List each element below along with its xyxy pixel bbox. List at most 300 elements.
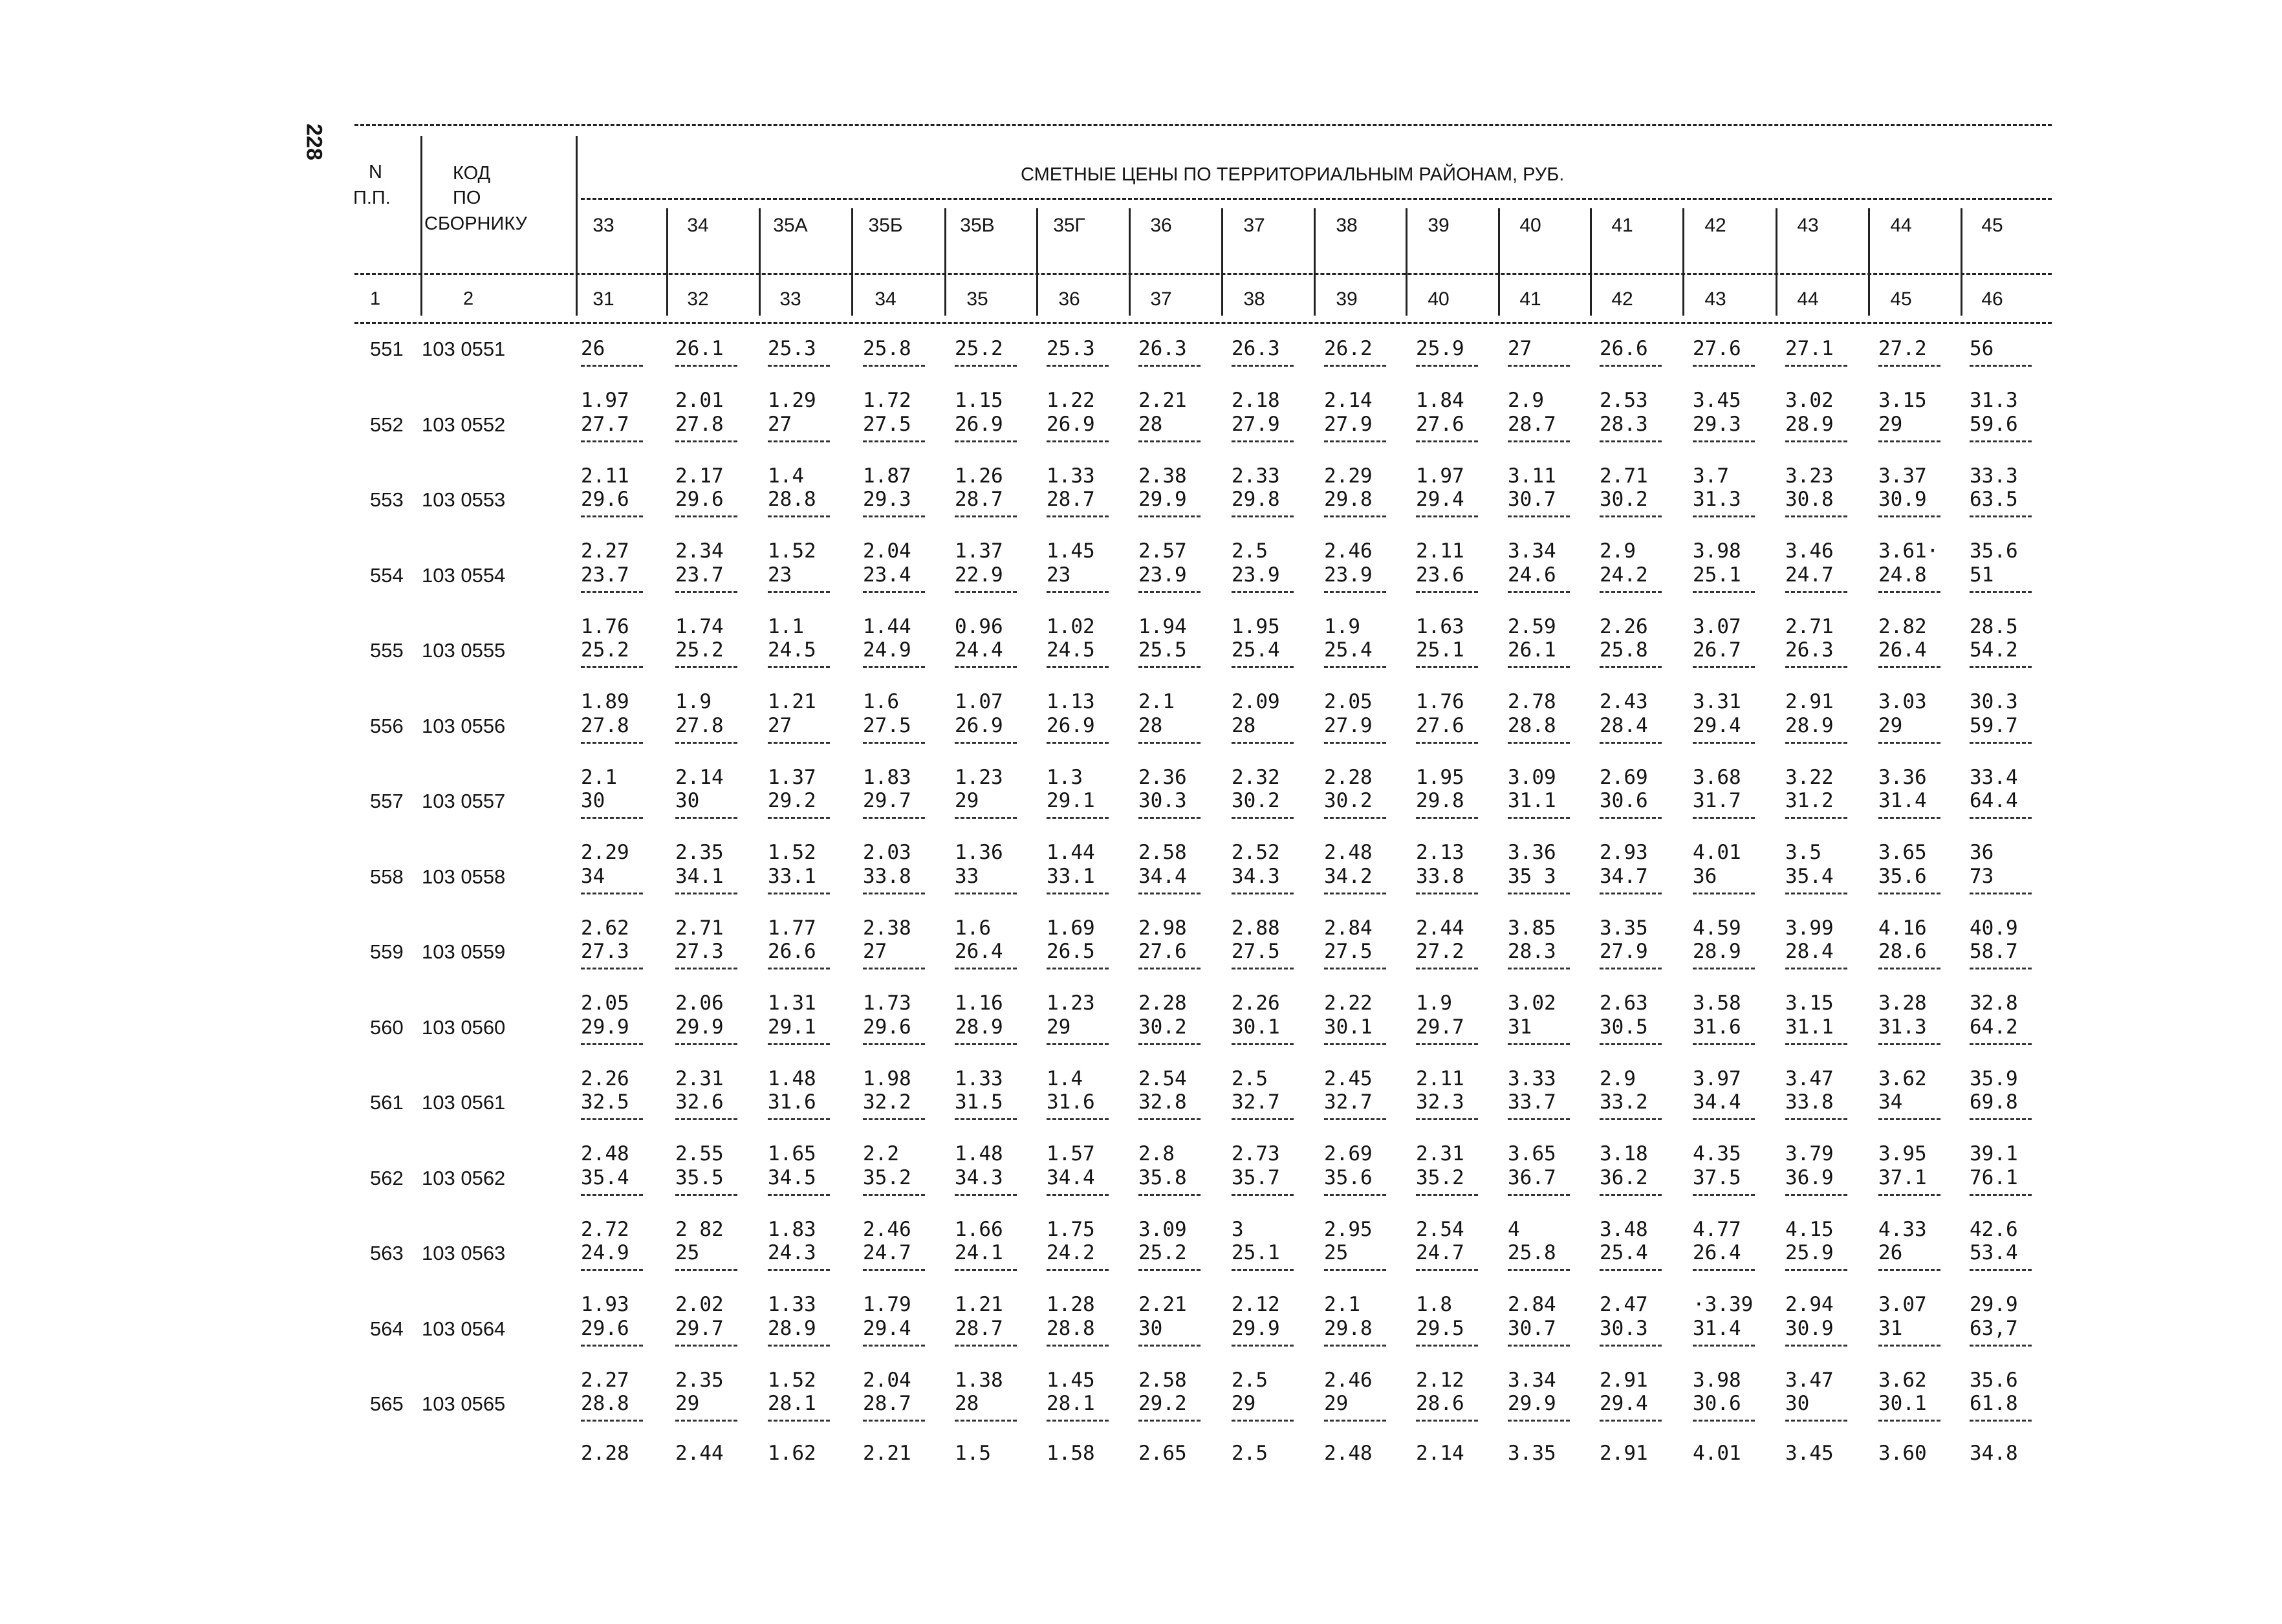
price-subvalue: 2.1	[1138, 690, 1175, 713]
price-subvalue: 2.17	[675, 464, 724, 488]
fraction-line	[1878, 1269, 1940, 1271]
fraction-line	[1970, 1043, 2032, 1045]
price-subvalue: 2.26	[1600, 614, 1648, 638]
price-subvalue: 2.94	[1785, 1293, 1834, 1316]
price-value: 26.3	[1232, 337, 1280, 360]
price-subvalue: 2.38	[863, 916, 911, 940]
header-column-divider	[1406, 208, 1407, 316]
price-subvalue: 2.01	[675, 389, 724, 412]
row-number: 559	[370, 940, 404, 963]
price-value: 26.1	[675, 337, 724, 360]
header-pp-label: П.П.	[353, 188, 391, 208]
price-value: 28.8	[768, 488, 816, 511]
price-value: 31.6	[1693, 1015, 1741, 1039]
price-value: 29.2	[1138, 1392, 1187, 1415]
price-value: 28.3	[1508, 940, 1556, 963]
fraction-line	[1785, 1043, 1847, 1045]
price-value: 26.6	[768, 940, 816, 963]
fraction-line	[1138, 440, 1201, 442]
header-index-1: 1	[370, 288, 381, 309]
fraction-line	[581, 1043, 643, 1045]
price-value: 29.3	[863, 488, 911, 511]
price-subvalue: 1.13	[1047, 690, 1095, 713]
price-subvalue: 3.5	[1785, 841, 1821, 864]
fraction-line	[581, 1269, 643, 1271]
price-subvalue: 2.69	[1600, 765, 1648, 789]
price-subvalue: 1.44	[863, 614, 911, 638]
fraction-line	[1232, 1269, 1294, 1271]
price-subvalue: 2.48	[1324, 1442, 1373, 1465]
price-subvalue: 1.1	[768, 614, 804, 638]
price-value: 29	[1047, 1015, 1071, 1039]
fraction-line	[1508, 893, 1570, 894]
price-value: 30.1	[1878, 1392, 1927, 1415]
fraction-line	[1600, 515, 1662, 517]
fraction-line	[1416, 1345, 1478, 1347]
price-subvalue: 2.02	[675, 1293, 724, 1316]
fraction-line	[1047, 968, 1109, 969]
price-value: 24.7	[1785, 563, 1834, 587]
header-column-divider	[759, 208, 761, 316]
price-value: 28.6	[1878, 940, 1927, 963]
price-value: 34.4	[1047, 1165, 1095, 1189]
price-value: 30	[581, 789, 605, 812]
price-subvalue: 2.29	[1324, 464, 1373, 488]
header-index-2: 2	[463, 288, 474, 309]
price-subvalue: 1.21	[955, 1293, 1003, 1316]
price-subvalue: 1.45	[1047, 539, 1095, 563]
fraction-line	[1693, 1194, 1755, 1196]
price-subvalue: 3.34	[1508, 539, 1556, 563]
fraction-line	[1693, 440, 1755, 442]
fraction-line	[1232, 1043, 1294, 1045]
fraction-line	[1970, 1420, 2032, 1422]
price-value: 27.2	[1416, 940, 1464, 963]
fraction-line	[1324, 742, 1386, 744]
price-subvalue: 3.99	[1785, 916, 1834, 940]
price-value: 35 3	[1508, 864, 1556, 888]
price-value: 35.8	[1138, 1165, 1187, 1189]
price-subvalue: 1.97	[1416, 464, 1464, 488]
price-value: 26	[1878, 1241, 1903, 1264]
fraction-line	[955, 817, 1017, 819]
fraction-line	[955, 1118, 1017, 1120]
price-subvalue: 3.35	[1508, 1442, 1556, 1465]
price-value: 26.7	[1693, 638, 1741, 662]
column-header: 41	[1611, 215, 1633, 236]
header-column-divider	[1682, 208, 1684, 316]
price-subvalue: 35.6	[1970, 539, 2018, 563]
price-subvalue: 1.93	[581, 1293, 629, 1316]
price-value: 32.8	[1138, 1090, 1187, 1114]
price-subvalue: 1.15	[955, 389, 1003, 412]
fraction-line	[675, 1043, 737, 1045]
price-value: 34	[581, 864, 605, 888]
column-index: 41	[1519, 288, 1541, 310]
price-value: 32.7	[1324, 1090, 1373, 1114]
price-subvalue: 2.22	[1324, 991, 1373, 1015]
price-value: 27.6	[1138, 940, 1187, 963]
fraction-line	[1138, 1345, 1201, 1347]
price-subvalue: 2.14	[675, 765, 724, 789]
fraction-line	[863, 440, 925, 442]
price-value: 29	[1878, 412, 1903, 436]
price-subvalue: 3.03	[1878, 690, 1927, 713]
price-subvalue: 2.31	[675, 1066, 724, 1090]
price-subvalue: 3.98	[1693, 1368, 1741, 1392]
price-value: 30.9	[1878, 488, 1927, 511]
price-value: 31.6	[1047, 1090, 1095, 1114]
fraction-line	[1047, 1269, 1109, 1271]
price-value: 25	[1324, 1241, 1349, 1264]
price-value: 29.9	[675, 1015, 724, 1039]
fraction-line	[863, 1118, 925, 1120]
price-value: 26.4	[955, 940, 1003, 963]
fraction-line	[581, 440, 643, 442]
price-value: 34.3	[955, 1165, 1003, 1189]
fraction-line	[1324, 1194, 1386, 1196]
column-index: 40	[1428, 288, 1450, 310]
price-value: 30.3	[1138, 789, 1187, 812]
price-subvalue: 2.09	[1232, 690, 1280, 713]
price-value: 25.9	[1785, 1241, 1834, 1264]
fraction-line	[1600, 1043, 1662, 1045]
price-value: 31.3	[1693, 488, 1741, 511]
price-value: 28.4	[1600, 713, 1648, 737]
fraction-line	[1324, 591, 1386, 593]
fraction-line	[1416, 893, 1478, 894]
price-value: 25.9	[1416, 337, 1464, 360]
price-value: 30.2	[1232, 789, 1280, 812]
fraction-line	[581, 817, 643, 819]
price-subvalue: 2.9	[1508, 389, 1544, 412]
fraction-line	[675, 1345, 737, 1347]
fraction-line	[1232, 666, 1294, 668]
fraction-line	[581, 365, 643, 367]
row-number: 560	[370, 1015, 404, 1039]
fraction-line	[768, 1345, 830, 1347]
price-subvalue: 2.72	[581, 1217, 629, 1241]
price-subvalue: 2.38	[1138, 464, 1187, 488]
fraction-line	[675, 1269, 737, 1271]
fraction-line	[1970, 1118, 2032, 1120]
price-subvalue: 32.8	[1970, 991, 2018, 1015]
fraction-line	[768, 440, 830, 442]
fraction-line	[863, 591, 925, 593]
price-value: 29.8	[1324, 488, 1373, 511]
price-subvalue: 2.91	[1785, 690, 1834, 713]
price-subvalue: 3.02	[1785, 389, 1834, 412]
price-value: 30.5	[1600, 1015, 1648, 1039]
price-value: 26.6	[1600, 337, 1648, 360]
price-subvalue: 2.98	[1138, 916, 1187, 940]
price-value: 28.8	[581, 1392, 629, 1415]
column-index: 37	[1150, 288, 1172, 310]
fraction-line	[1508, 515, 1570, 517]
price-subvalue: 2.12	[1232, 1293, 1280, 1316]
price-value: 28.6	[1416, 1392, 1464, 1415]
price-value: 29.4	[863, 1316, 911, 1340]
fraction-line	[1138, 666, 1201, 668]
price-subvalue: 1.74	[675, 614, 724, 638]
price-value: 31.6	[768, 1090, 816, 1114]
price-subvalue: 2.65	[1138, 1442, 1187, 1465]
price-subvalue: 3.07	[1878, 1293, 1927, 1316]
row-code: 103 0561	[422, 1091, 506, 1114]
fraction-line	[1693, 1420, 1755, 1422]
price-subvalue: 2.9	[1600, 1066, 1636, 1090]
fraction-line	[581, 1420, 643, 1422]
column-header: 35В	[960, 215, 995, 236]
column-header: 37	[1243, 215, 1265, 236]
price-value: 35.2	[1416, 1165, 1464, 1189]
price-value: 35.7	[1232, 1165, 1280, 1189]
price-subvalue: 2.71	[675, 916, 724, 940]
fraction-line	[1047, 365, 1109, 367]
fraction-line	[1047, 742, 1109, 744]
column-header: 38	[1336, 215, 1358, 236]
price-subvalue: 3.85	[1508, 916, 1556, 940]
price-subvalue: 2.46	[863, 1217, 911, 1241]
price-value: 30.8	[1785, 488, 1834, 511]
price-subvalue: 1.23	[955, 765, 1003, 789]
price-subvalue: 2.05	[581, 991, 629, 1015]
price-value: 33.8	[1785, 1090, 1834, 1114]
price-subvalue: 2.88	[1232, 916, 1280, 940]
fraction-line	[1785, 968, 1847, 969]
price-subvalue: 4.59	[1693, 916, 1741, 940]
fraction-line	[863, 893, 925, 894]
price-value: 53.4	[1970, 1241, 2018, 1264]
price-value: 30.2	[1324, 789, 1373, 812]
header-column-divider	[1961, 208, 1962, 316]
column-index: 35	[966, 288, 988, 310]
price-subvalue: 2.84	[1324, 916, 1373, 940]
price-subvalue: 1.94	[1138, 614, 1187, 638]
fraction-line	[768, 742, 830, 744]
fraction-line	[1878, 968, 1940, 969]
price-value: 26.9	[955, 412, 1003, 436]
price-value: 64.2	[1970, 1015, 2018, 1039]
price-subvalue: 2.33	[1232, 464, 1280, 488]
price-value: 30	[1785, 1392, 1810, 1415]
price-subvalue: 2.93	[1600, 841, 1648, 864]
fraction-line	[1970, 817, 2032, 819]
price-subvalue: 2.71	[1600, 464, 1648, 488]
header-po-label: ПО	[453, 188, 481, 208]
column-index: 38	[1243, 288, 1265, 310]
fraction-line	[768, 365, 830, 367]
row-code: 103 0562	[422, 1166, 506, 1189]
fraction-line	[1693, 742, 1755, 744]
price-value: 28.7	[955, 488, 1003, 511]
row-code: 103 0551	[422, 338, 506, 360]
price-subvalue: 2.54	[1138, 1066, 1187, 1090]
price-subvalue: 3.18	[1600, 1142, 1648, 1165]
row-number: 553	[370, 488, 404, 511]
fraction-line	[675, 1118, 737, 1120]
fraction-line	[1693, 817, 1755, 819]
price-subvalue: 2.04	[863, 539, 911, 563]
fraction-line	[581, 893, 643, 894]
price-subvalue: 1.23	[1047, 991, 1095, 1015]
price-subvalue: 2.1	[1324, 1293, 1360, 1316]
price-subvalue: 39.1	[1970, 1142, 2018, 1165]
fraction-line	[1878, 365, 1940, 367]
price-value: 25.8	[1600, 638, 1648, 662]
fraction-line	[1047, 591, 1109, 593]
row-code: 103 0558	[422, 865, 506, 888]
price-subvalue: 1.6	[955, 916, 991, 940]
price-subvalue: 3.58	[1693, 991, 1741, 1015]
price-value: 27.9	[1324, 713, 1373, 737]
fraction-line	[1232, 1118, 1294, 1120]
price-value: 33	[955, 864, 979, 888]
column-index: 33	[779, 288, 801, 310]
price-subvalue: 2.48	[581, 1142, 629, 1165]
price-value: 23.4	[863, 563, 911, 587]
row-code: 103 0554	[422, 563, 506, 587]
fraction-line	[675, 1420, 737, 1422]
price-subvalue: 3	[1232, 1217, 1244, 1241]
price-value: 27	[768, 412, 792, 436]
price-value: 24.5	[768, 638, 816, 662]
price-subvalue: 1.75	[1047, 1217, 1095, 1241]
row-number: 561	[370, 1091, 404, 1114]
fraction-line	[863, 1043, 925, 1045]
price-value: 29.2	[768, 789, 816, 812]
price-subvalue: 3.46	[1785, 539, 1834, 563]
price-subvalue: 1.95	[1416, 765, 1464, 789]
price-subvalue: 1.98	[863, 1066, 911, 1090]
price-subvalue: 3.48	[1600, 1217, 1648, 1241]
price-value: 27.6	[1693, 337, 1741, 360]
fraction-line	[768, 666, 830, 668]
row-code: 103 0560	[422, 1015, 506, 1039]
price-subvalue: 1.77	[768, 916, 816, 940]
price-subvalue: 2.26	[581, 1066, 629, 1090]
price-subvalue: 1.07	[955, 690, 1003, 713]
price-subvalue: 3.60	[1878, 1442, 1927, 1465]
price-value: 54.2	[1970, 638, 2018, 662]
price-subvalue: 2.35	[675, 1368, 724, 1392]
price-subvalue: 3.68	[1693, 765, 1741, 789]
fraction-line	[1508, 1043, 1570, 1045]
fraction-line	[1138, 742, 1201, 744]
price-subvalue: 30.3	[1970, 690, 2018, 713]
price-subvalue: 2.31	[1416, 1142, 1464, 1165]
price-subvalue: 2.03	[863, 841, 911, 864]
price-subvalue: 4.35	[1693, 1142, 1741, 1165]
price-value: 35.4	[581, 1165, 629, 1189]
table-top-rule	[354, 124, 2052, 126]
price-subvalue: 2 82	[675, 1217, 724, 1241]
price-subvalue: 2.63	[1600, 991, 1648, 1015]
column-header: 34	[687, 215, 709, 236]
fraction-line	[1970, 742, 2032, 744]
price-value: 28	[955, 1392, 979, 1415]
price-value: 24.1	[955, 1241, 1003, 1264]
fraction-line	[1878, 893, 1940, 894]
price-value: 29.4	[1416, 488, 1464, 511]
price-value: 27.8	[675, 412, 724, 436]
price-value: 29.1	[768, 1015, 816, 1039]
price-value: 27.1	[1785, 337, 1834, 360]
price-value: 29.9	[581, 1015, 629, 1039]
price-subvalue: 4.16	[1878, 916, 1927, 940]
price-value: 25.2	[675, 638, 724, 662]
price-value: 27	[1508, 337, 1532, 360]
fraction-line	[1232, 742, 1294, 744]
price-subvalue: 2.55	[675, 1142, 724, 1165]
price-value: 33.2	[1600, 1090, 1648, 1114]
price-value: 30.7	[1508, 488, 1556, 511]
price-value: 27.9	[1600, 940, 1648, 963]
price-subvalue: 1.31	[768, 991, 816, 1015]
price-subvalue: 2.58	[1138, 1368, 1187, 1392]
price-value: 29.7	[675, 1316, 724, 1340]
price-subvalue: 3.98	[1693, 539, 1741, 563]
price-subvalue: 3.95	[1878, 1142, 1927, 1165]
fraction-line	[675, 893, 737, 894]
fraction-line	[1693, 666, 1755, 668]
fraction-line	[1693, 1118, 1755, 1120]
price-value: 29.8	[1324, 1316, 1373, 1340]
price-value: 33.8	[863, 864, 911, 888]
fraction-line	[768, 1043, 830, 1045]
price-subvalue: 2.59	[1508, 614, 1556, 638]
price-subvalue: 1.57	[1047, 1142, 1095, 1165]
fraction-line	[1600, 591, 1662, 593]
price-value: 24.2	[1047, 1241, 1095, 1264]
row-code: 103 0559	[422, 940, 506, 963]
price-subvalue: 1.58	[1047, 1442, 1095, 1465]
fraction-line	[955, 515, 1017, 517]
fraction-line	[1138, 1420, 1201, 1422]
price-value: 35.5	[675, 1165, 724, 1189]
price-subvalue: 3.22	[1785, 765, 1834, 789]
column-header: 44	[1890, 215, 1912, 236]
price-subvalue: 1.9	[1324, 614, 1360, 638]
row-number: 551	[370, 338, 404, 360]
price-subvalue: 33.4	[1970, 765, 2018, 789]
price-value: 59.6	[1970, 412, 2018, 436]
price-subvalue: 2.44	[675, 1442, 724, 1465]
price-subvalue: 2.27	[581, 539, 629, 563]
fraction-line	[675, 817, 737, 819]
price-subvalue: 1.76	[1416, 690, 1464, 713]
price-subvalue: 1.83	[768, 1217, 816, 1241]
price-subvalue: 3.97	[1693, 1066, 1741, 1090]
price-subvalue: 2.05	[1324, 690, 1373, 713]
price-value: 27.6	[1416, 713, 1464, 737]
fraction-line	[955, 1043, 1017, 1045]
price-value: 28.7	[1508, 412, 1556, 436]
price-value: 27	[768, 713, 792, 737]
price-value: 24.2	[1600, 563, 1648, 587]
price-subvalue: 2.5	[1232, 539, 1268, 563]
price-subvalue: 1.36	[955, 841, 1003, 864]
price-subvalue: 2.82	[1878, 614, 1927, 638]
price-value: 34.3	[1232, 864, 1280, 888]
price-subvalue: 2.58	[1138, 841, 1187, 864]
fraction-line	[581, 1194, 643, 1196]
fraction-line	[1416, 515, 1478, 517]
price-value: 28.9	[1693, 940, 1741, 963]
price-value: 29.7	[1416, 1015, 1464, 1039]
fraction-line	[1138, 968, 1201, 969]
price-subvalue: 1.21	[768, 690, 816, 713]
